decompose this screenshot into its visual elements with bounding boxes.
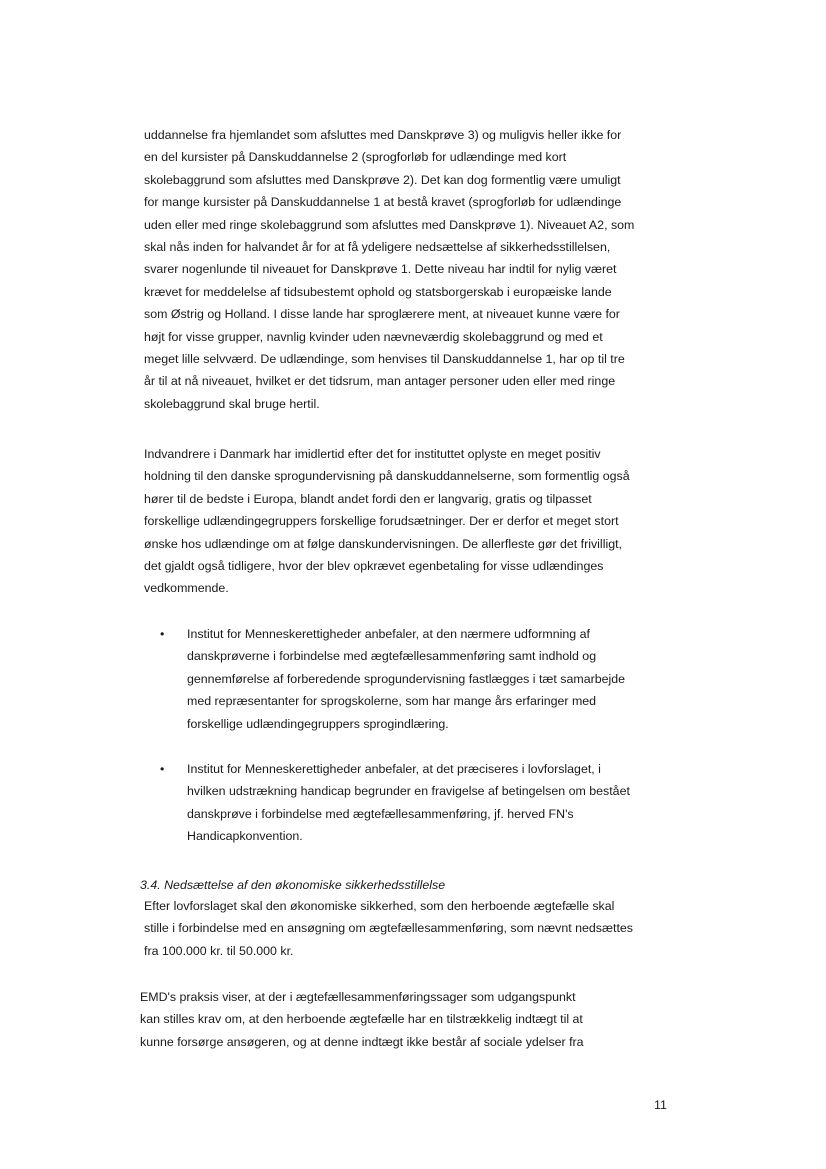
text-line: for mange kursister på Danskuddannelse 1 at bestå kravet (sprogforløb for udlændinge: [144, 195, 622, 210]
text-line: meget lille selvværd. De udlændinge, som henvises til Danskuddannelse 1, har op til tre: [144, 352, 625, 367]
section-heading: 3.4. Nedsættelse af den økonomiske sikkerhedsstillelse: [140, 878, 446, 892]
text-line: EMD's praksis viser, at der i ægtefællesammenføringssager som udgangspunkt: [140, 990, 576, 1004]
page-number: 11: [654, 1098, 667, 1112]
paragraph-immigrants-attitude: [144, 443, 689, 600]
text-line: vedkommende.: [144, 581, 229, 596]
paragraph-language-requirements: [144, 124, 689, 415]
text-line: stille i forbindelse med en ansøgning om ægtefællesammenføring, som nævnt nedsættes: [144, 921, 633, 936]
text-line: holdning til den danske sprogundervisning på danskuddannelserne, som formentlig også: [144, 469, 630, 484]
text-line: hører til de bedste i Europa, blandt andet fordi den er langvarig, gratis og tilpasset: [144, 491, 592, 506]
text-line: en del kursister på Danskuddannelse 2 (sprogforløb for udlændinge med kort: [144, 150, 567, 165]
text-line: Institut for Menneskerettigheder anbefaler, at det præciseres i lovforslaget, i: [187, 762, 601, 776]
text-line: Handicapkonvention.: [187, 829, 303, 844]
bullet-icon: •: [160, 627, 165, 641]
text-line: fra 100.000 kr. til 50.000 kr.: [144, 943, 294, 958]
text-line: forskellige udlændingegruppers forskellige forudsætninger. Der er derfor et meget stort: [144, 514, 619, 529]
bullet-icon: •: [160, 762, 165, 776]
paragraph-financial-security: [144, 895, 689, 962]
text-line: skal nås inden for halvandet år for at få ydeligere nedsættelse af sikkerhedsstillelsen,: [144, 240, 611, 255]
text-line: år til at nå niveauet, hvilket er det tidsrum, man antager personer uden eller med ringe: [144, 374, 616, 389]
text-line: uddannelse fra hjemlandet som afsluttes med Danskprøve 3) og muligvis heller ikke for: [144, 128, 622, 142]
bullet-text: [187, 623, 687, 735]
text-line: svarer nogenlunde til niveauet for Danskprøve 1. Dette niveau har indtil for nylig været: [144, 262, 617, 277]
text-line: forskellige udlændingegruppers sprogindlæring.: [187, 716, 449, 731]
text-line: skolebaggrund skal bruge hertil.: [144, 396, 320, 411]
text-line: danskprøverne i forbindelse med ægtefællesammenføring samt indhold og: [187, 649, 597, 664]
text-line: hvilken udstrækning handicap begrunder en fravigelse af betingelsen om bestået: [187, 784, 630, 799]
text-line: kunne forsørge ansøgeren, og at denne indtægt ikke består af sociale ydelser fra: [140, 1034, 584, 1049]
text-line: kan stilles krav om, at den herboende ægtefælle har en tilstrækkelig indtægt til at: [140, 1012, 583, 1027]
text-line: højt for visse grupper, navnlig kvinder uden nævneværdig skolebaggrund og med et: [144, 329, 603, 344]
text-line: det gjaldt også tidligere, hvor der blev opkrævet egenbetaling for visse udlændinges: [144, 559, 604, 574]
text-line: Efter lovforslaget skal den økonomiske sikkerhed, som den herboende ægtefælle skal: [144, 899, 615, 913]
text-line: med repræsentanter for sprogskolerne, som har mange års erfaringer med: [187, 694, 597, 709]
text-line: Institut for Menneskerettigheder anbefaler, at den nærmere udformning af: [187, 627, 590, 641]
text-line: ønske hos udlændinge om at følge danskundervisningen. De allerfleste gør det frivilligt,: [144, 536, 622, 551]
text-line: Indvandrere i Danmark har imidlertid efter det for instituttet oplyste en meget positiv: [144, 447, 601, 461]
text-line: krævet for meddelelse af tidsubestemt ophold og statsborgerskab i europæiske lande: [144, 284, 612, 299]
text-line: gennemførelse af forberedende sprogundervisning fastlægges i tæt samarbejde: [187, 671, 626, 686]
bullet-text: [187, 758, 687, 848]
paragraph-emd-practice: [140, 986, 685, 1053]
text-line: skolebaggrund som afsluttes med Danskprøve 2). Det kan dog formentlig være umuligt: [144, 172, 621, 187]
text-line: uden eller med ringe skolebaggrund som afsluttes med Danskprøve 1). Niveauet A2, som: [144, 217, 635, 232]
text-line: som Østrig og Holland. I disse lande har sproglærere ment, at niveauet kunne være for: [144, 307, 620, 322]
text-line: danskprøve i forbindelse med ægtefællesammenføring, jf. herved FN's: [187, 806, 574, 821]
